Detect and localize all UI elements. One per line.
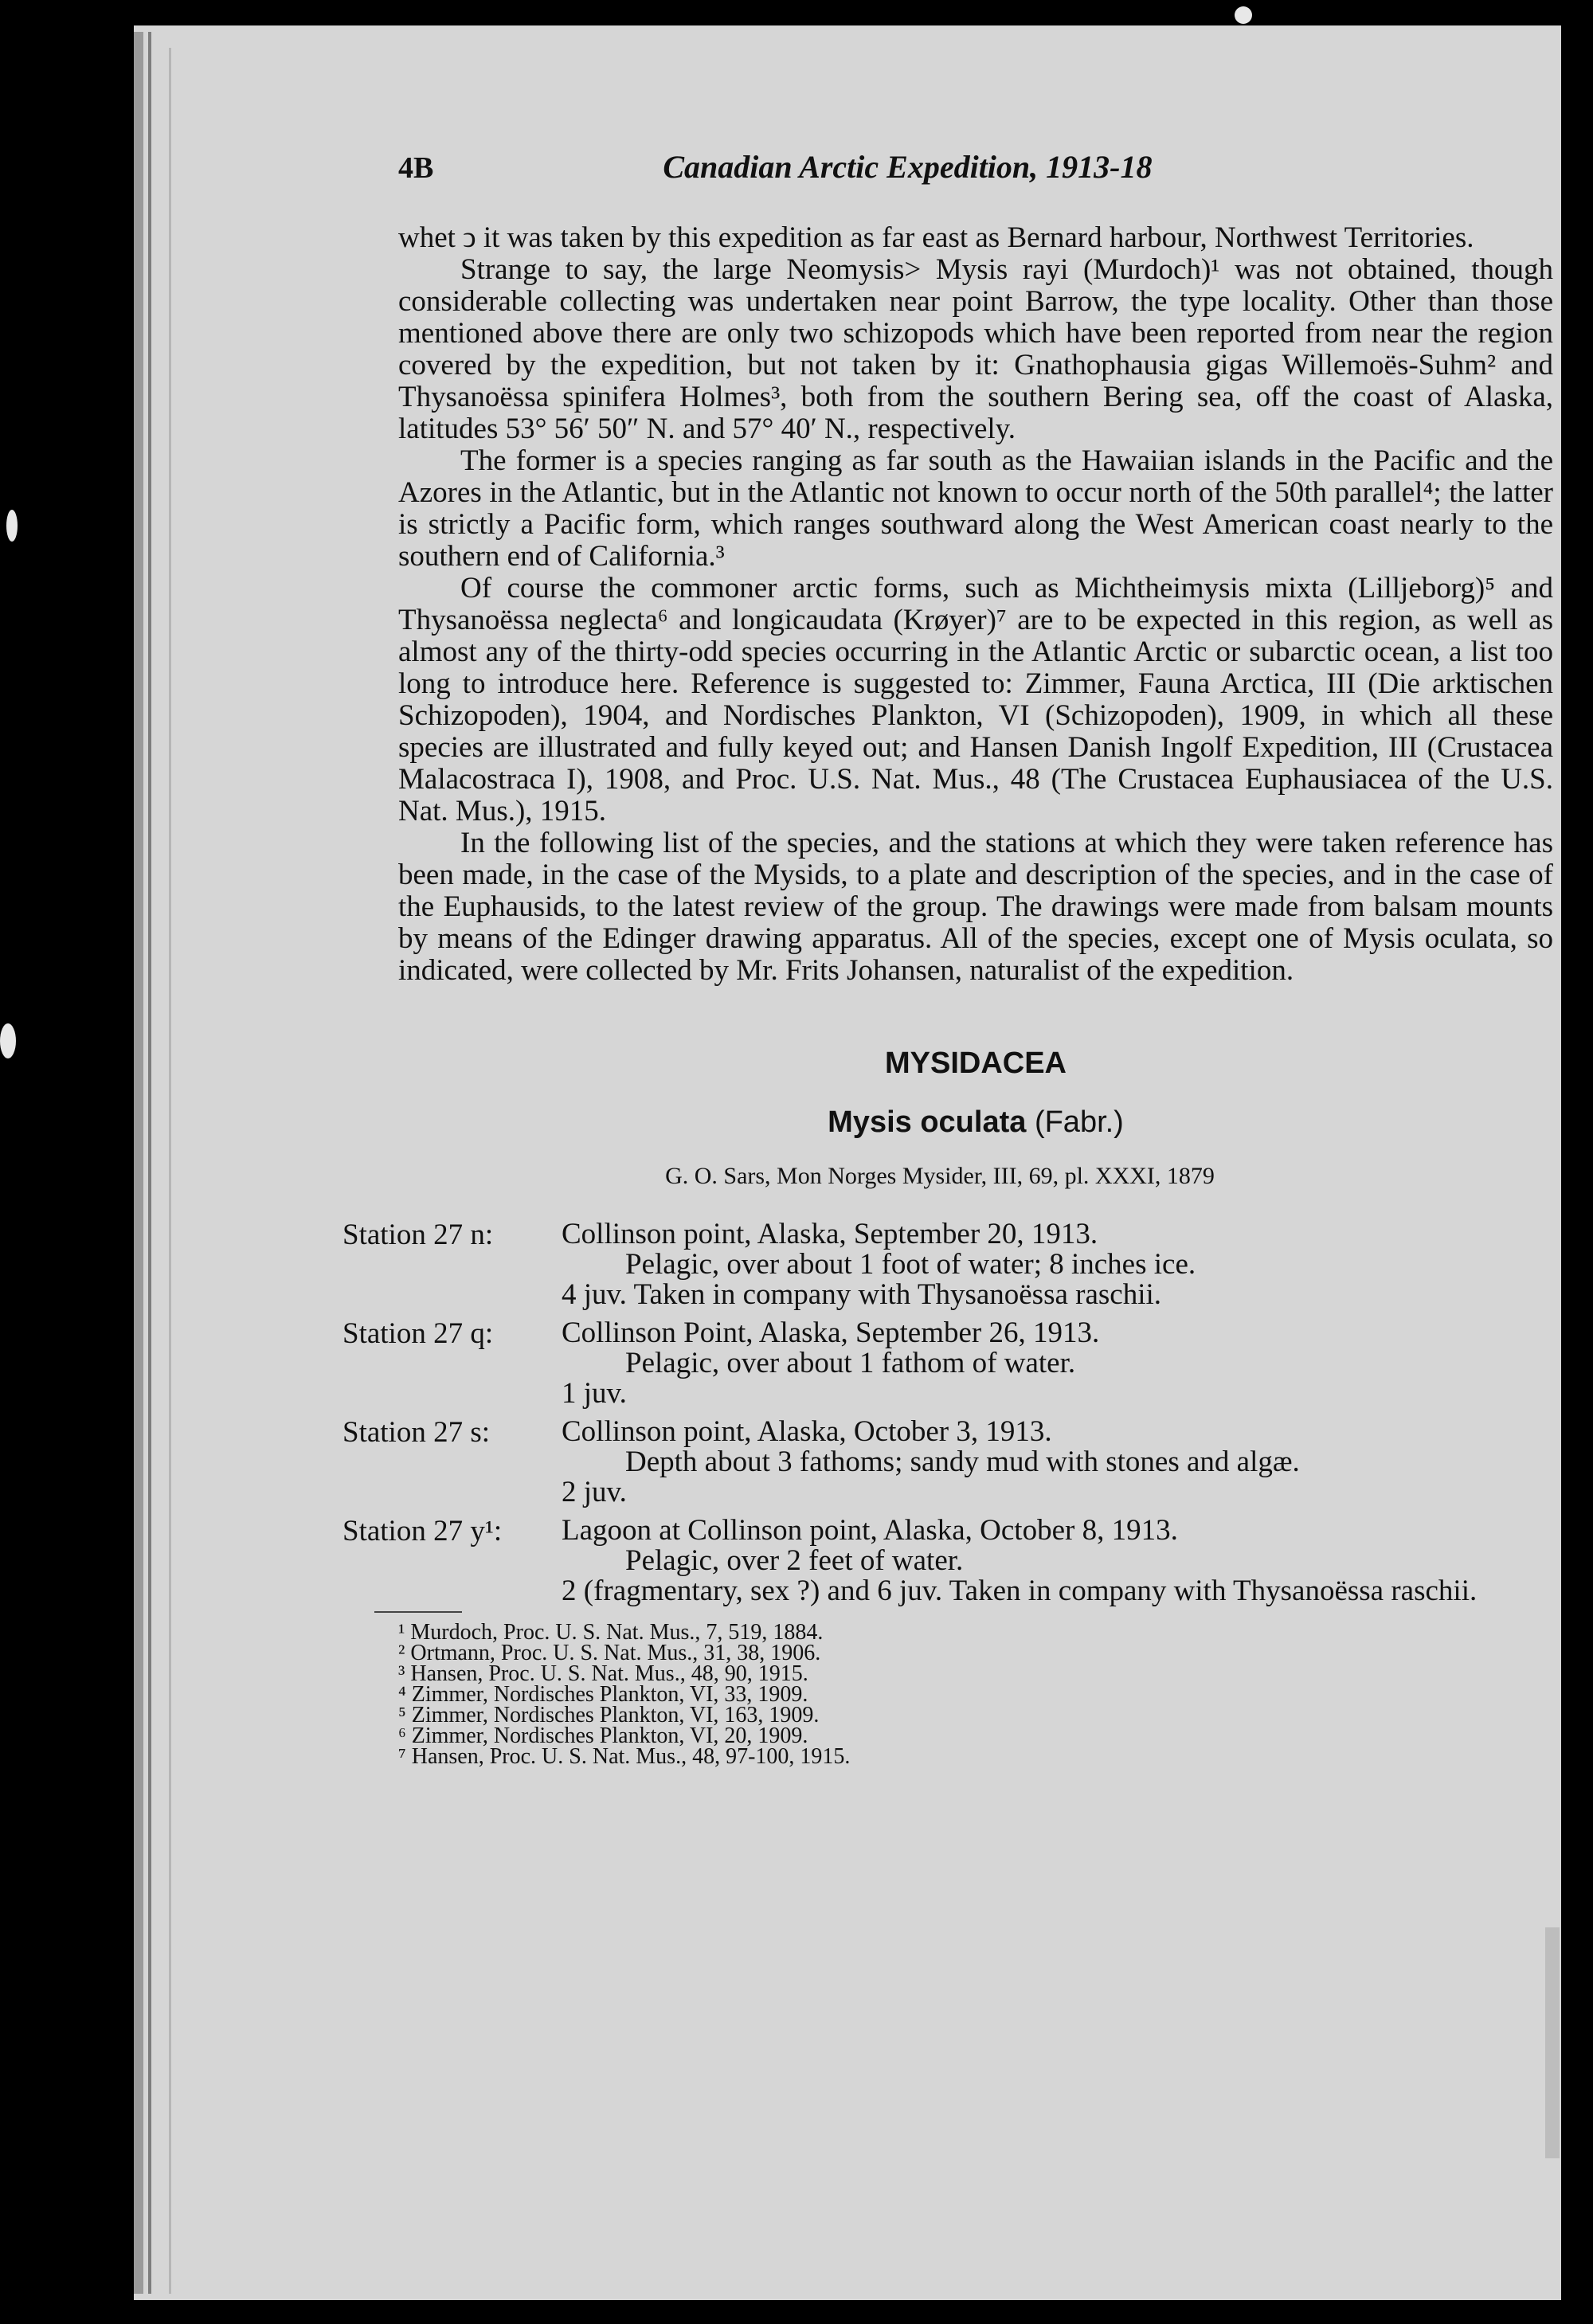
document-body (342, 149, 1553, 1769)
station-specimens: 2 juv. (562, 1476, 627, 1508)
station-conditions: Pelagic, over about 1 foot of water; 8 inches ice. (625, 1248, 1196, 1281)
species-title (398, 1106, 1553, 1138)
station-entry (342, 1219, 1553, 1310)
station-entry (342, 1318, 1553, 1409)
station-conditions: Pelagic, over about 1 fathom of water. (625, 1347, 1076, 1379)
station-specimens: 2 (fragmentary, sex ?) and 6 juv. Taken in company with Thysanoëssa raschii. (562, 1575, 1478, 1607)
footnote-separator (374, 1611, 462, 1613)
station-details (562, 1516, 1553, 1606)
footnote: ¹ Murdoch, Proc. U. S. Nat. Mus., 7, 519, 1884. (398, 1620, 824, 1645)
page-edge (148, 32, 151, 2294)
footnote: ⁷ Hansen, Proc. U. S. Nat. Mus., 48, 97-100, 1915. (398, 1744, 851, 1769)
station-conditions: Depth about 3 fathoms; sandy mud with stones and algæ. (625, 1446, 1300, 1478)
footnote: ⁵ Zimmer, Nordisches Plankton, VI, 163, 1909. (398, 1703, 820, 1727)
station-entry (342, 1417, 1553, 1508)
footnote: ² Ortmann, Proc. U. S. Nat. Mus., 31, 38, 1906. (398, 1641, 821, 1665)
footnotes (398, 1622, 1553, 1767)
paragraph: Of course the commoner arctic forms, such as Michtheimysis mixta (Lilljeborg)⁵ and Thysanoëssa neglecta⁶ and longicaudata (Krøyer)⁷ are to be expected in this region, as well as almost any of the thirty-odd species occurring in the Atlantic Arctic or subarctic ocean, a list too long to introduce here. Reference is suggested to: Zimmer, Fauna Arctica, III (Die arktischen Schizopoden), 1904, and Nordisches Plankton, VI (Schizopoden), 1909, in which all these species are illustrated and fully keyed out; and Hansen Danish Ingolf Expedition, III (Crustacea Malacostraca I), 1908, and Proc. U.S. Nat. Mus., 48 (The Crustacea Euphausiacea of the U.S. Nat. Mus.), 1915. (398, 572, 1553, 827)
scan-mark (1545, 1927, 1560, 2158)
section-heading: MYSIDACEA (884, 1047, 1067, 1080)
station-label: Station 27 q: (342, 1317, 494, 1350)
page-edge (169, 48, 171, 2294)
station-specimens: 1 juv. (562, 1377, 627, 1410)
footnote: ⁶ Zimmer, Nordisches Plankton, VI, 20, 1909. (398, 1723, 808, 1748)
station-location: Collinson point, Alaska, October 3, 1913. (562, 1415, 1052, 1448)
station-location: Collinson point, Alaska, September 20, 1913. (562, 1218, 1098, 1250)
paragraph: In the following list of the species, and the stations at which they were taken reference has been made, in the case of the Mysids, to a plate and description of the species, and in the case of the Euphausids, to the latest review of the group. The drawings were made from balsam mounts by means of the Edinger drawing apparatus. All of the species, except one of Mysis oculata, so indicated, were collected by Mr. Frits Johansen, naturalist of the expedition. (398, 827, 1553, 987)
running-head: Canadian Arctic Expedition, 1913-18 (663, 149, 1153, 185)
paragraph: The former is a species ranging as far south as the Hawaiian islands in the Pacific and the Azores in the Atlantic, but in the Atlantic not known to occur north of the 50th parallel⁴; the latter is strictly a Pacific form, which ranges southward along the West American coast nearly to the southern end of California.³ (398, 444, 1553, 573)
station-details (562, 1417, 1553, 1508)
station-label: Station 27 s: (342, 1416, 491, 1449)
station-location: Lagoon at Collinson point, Alaska, October 8, 1913. (562, 1514, 1178, 1547)
page-header (398, 151, 1553, 184)
folio: 4B (398, 151, 434, 185)
station-details (562, 1318, 1553, 1409)
species-name: Mysis oculata (828, 1105, 1027, 1139)
species-reference: G. O. Sars, Mon Norges Mysider, III, 69, pl. XXXI, 1879 (665, 1163, 1215, 1189)
station-label: Station 27 n: (342, 1219, 494, 1251)
station-entry (342, 1516, 1553, 1606)
station-conditions: Pelagic, over 2 feet of water. (625, 1544, 964, 1577)
footnote: ⁴ Zimmer, Nordisches Plankton, VI, 33, 1909. (398, 1682, 808, 1707)
scan-speck (6, 510, 18, 542)
footnote: ³ Hansen, Proc. U. S. Nat. Mus., 48, 90, 1915. (398, 1661, 808, 1686)
paragraph: Strange to say, the large Neomysis> Mysis rayi (Murdoch)¹ was not obtained, though considerable collecting was undertaken near point Barrow, the type locality. Other than those mentioned above there are only two schizopods which have been reported from near the region covered by the expedition, but not taken by it: Gnathophausia gigas Willemoës-Suhm² and Thysanoëssa spinifera Holmes³, both from the southern Bering sea, off the coast of Alaska, latitudes 53° 56′ 50″ N. and 57° 40′ N., respectively. (398, 253, 1553, 445)
station-specimens: 4 juv. Taken in company with Thysanoëssa raschii. (562, 1278, 1162, 1311)
station-location: Collinson Point, Alaska, September 26, 1913. (562, 1317, 1100, 1349)
station-details (562, 1219, 1553, 1310)
page-edge (134, 32, 143, 2294)
scan-speck (0, 1023, 16, 1058)
scan-speck (1235, 6, 1252, 24)
station-label: Station 27 y¹: (342, 1515, 503, 1547)
species-author: (Fabr.) (1034, 1105, 1124, 1139)
paragraph: whet ↄ it was taken by this expedition as far east as Bernard harbour, Northwest Territories. (398, 221, 1474, 254)
